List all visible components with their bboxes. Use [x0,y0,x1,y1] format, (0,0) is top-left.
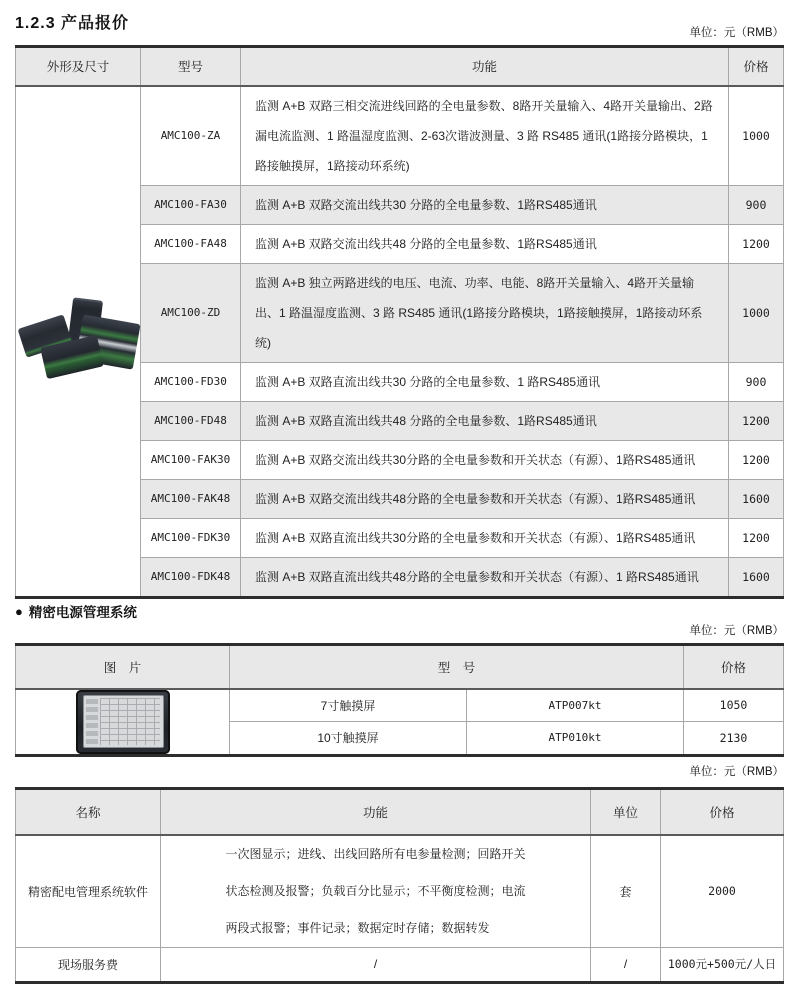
cell-price: 1200 [729,401,784,440]
table2-header-model: 型 号 [230,645,684,689]
product-photo-cell [16,86,141,598]
cell-name: 现场服务费 [16,947,161,982]
cell-function: 监测 A+B 双路直流出线共48分路的全电量参数和开关状态（有源）、1 路RS485通讯 [241,557,729,597]
cell-function: 监测 A+B 双路直流出线共30 分路的全电量参数、1 路RS485通讯 [241,362,729,401]
cell-model: AMC100-FD30 [141,362,241,401]
amc100-price-table [15,45,784,599]
cell-price: 1000 [729,263,784,362]
cell-model: AMC100-ZD [141,263,241,362]
table-row [16,835,784,948]
table1-header-shape: 外形及尺寸 [16,47,141,86]
page-title: 1.2.3 产品报价 [15,15,130,32]
cell-price: 1050 [684,689,784,722]
table3-header-row [16,789,784,835]
table-row [16,86,784,186]
cell-product-name: 10寸触摸屏 [230,722,467,755]
table3-header-unit: 单位 [591,789,661,835]
cell-function: 监测 A+B 双路交流出线共48分路的全电量参数和开关状态（有源）、1路RS485通讯 [241,479,729,518]
unit-note-3: 单位：元（RMB） [689,766,784,778]
cell-price: 1600 [729,557,784,597]
cell-model: ATP010kt [467,722,684,755]
cell-price: 1600 [729,479,784,518]
cell-price: 1200 [729,224,784,263]
touchscreen-photo-cell [16,689,230,756]
cell-function: 监测 A+B 双路交流出线共30分路的全电量参数和开关状态（有源）、1路RS485通讯 [241,440,729,479]
cell-model: AMC100-FA30 [141,185,241,224]
table2-header-price: 价格 [684,645,784,689]
section-bullet-icon: ● [15,603,23,619]
amc-modules-photo [17,299,139,383]
power-management-table [15,643,784,757]
cell-price: 2000 [661,835,784,948]
cell-model: AMC100-FAK48 [141,479,241,518]
cell-price: 1200 [729,440,784,479]
cell-unit: / [591,947,661,982]
cell-name: 精密配电管理系统软件 [16,835,161,948]
cell-function [161,835,591,948]
cell-model: AMC100-FAK30 [141,440,241,479]
table-row [16,947,784,982]
table3-header-price: 价格 [661,789,784,835]
cell-function: 监测 A+B 双路直流出线共48 分路的全电量参数、1路RS485通讯 [241,401,729,440]
touchscreen-photo [76,690,170,754]
table3-header-function: 功能 [161,789,591,835]
table3-header-name: 名称 [16,789,161,835]
cell-price: 1000元+500元/人日 [661,947,784,982]
cell-function: 监测 A+B 双路交流出线共48 分路的全电量参数、1路RS485通讯 [241,224,729,263]
cell-price: 1000 [729,86,784,186]
cell-function: 监测 A+B 独立两路进线的电压、电流、功率、电能、8路开关量输入、4路开关量输出、1 路温湿度监测、3 路 RS485 通讯(1路接分路模块，1路接触摸屏，1路接动环系统) [241,263,729,362]
table-row [16,689,784,722]
section2-heading [15,601,137,621]
cell-model: ATP007kt [467,689,684,722]
table1-header-price: 价格 [729,47,784,86]
cell-price: 2130 [684,722,784,755]
cell-price: 1200 [729,518,784,557]
table1-header-model: 型号 [141,47,241,86]
cell-function: 监测 A+B 双路直流出线共30分路的全电量参数和开关状态（有源）、1路RS485通讯 [241,518,729,557]
cell-function: 监测 A+B 双路交流出线共30 分路的全电量参数、1路RS485通讯 [241,185,729,224]
software-service-table [15,787,784,984]
touchscreen-grid [100,698,160,745]
cell-model: AMC100-FA48 [141,224,241,263]
touchscreen-screen [83,695,164,748]
table1-header-function: 功能 [241,47,729,86]
cell-model: AMC100-FDK30 [141,518,241,557]
unit-note-2: 单位：元（RMB） [689,625,784,637]
cell-function: / [161,947,591,982]
unit-note-1: 单位：元（RMB） [689,27,784,39]
cell-model: AMC100-ZA [141,86,241,186]
section2-heading-label: 精密电源管理系统 [28,605,137,620]
touchscreen-buttons [86,699,98,745]
table2-header-picture: 图 片 [16,645,230,689]
cell-price: 900 [729,185,784,224]
function-text: 一次图显示；进线、出线回路所有电参量检测；回路开关状态检测及报警；负载百分比显示；不平衡度检测；电流两段式报警；事件记录；数据定时存储；数据转发 [225,846,526,935]
cell-function: 监测 A+B 双路三相交流进线回路的全电量参数、8路开关量输入、4路开关量输出、2路漏电流监测、1 路温湿度监测、2-63次谐波测量、3 路 RS485 通讯(1路接分路模块，1路接触摸屏，1路接动环系统) [241,86,729,186]
cell-unit: 套 [591,835,661,948]
cell-product-name: 7寸触摸屏 [230,689,467,722]
cell-price: 900 [729,362,784,401]
table1-header-row [16,47,784,86]
cell-model: AMC100-FDK48 [141,557,241,597]
cell-model: AMC100-FD48 [141,401,241,440]
table2-header-row [16,645,784,689]
